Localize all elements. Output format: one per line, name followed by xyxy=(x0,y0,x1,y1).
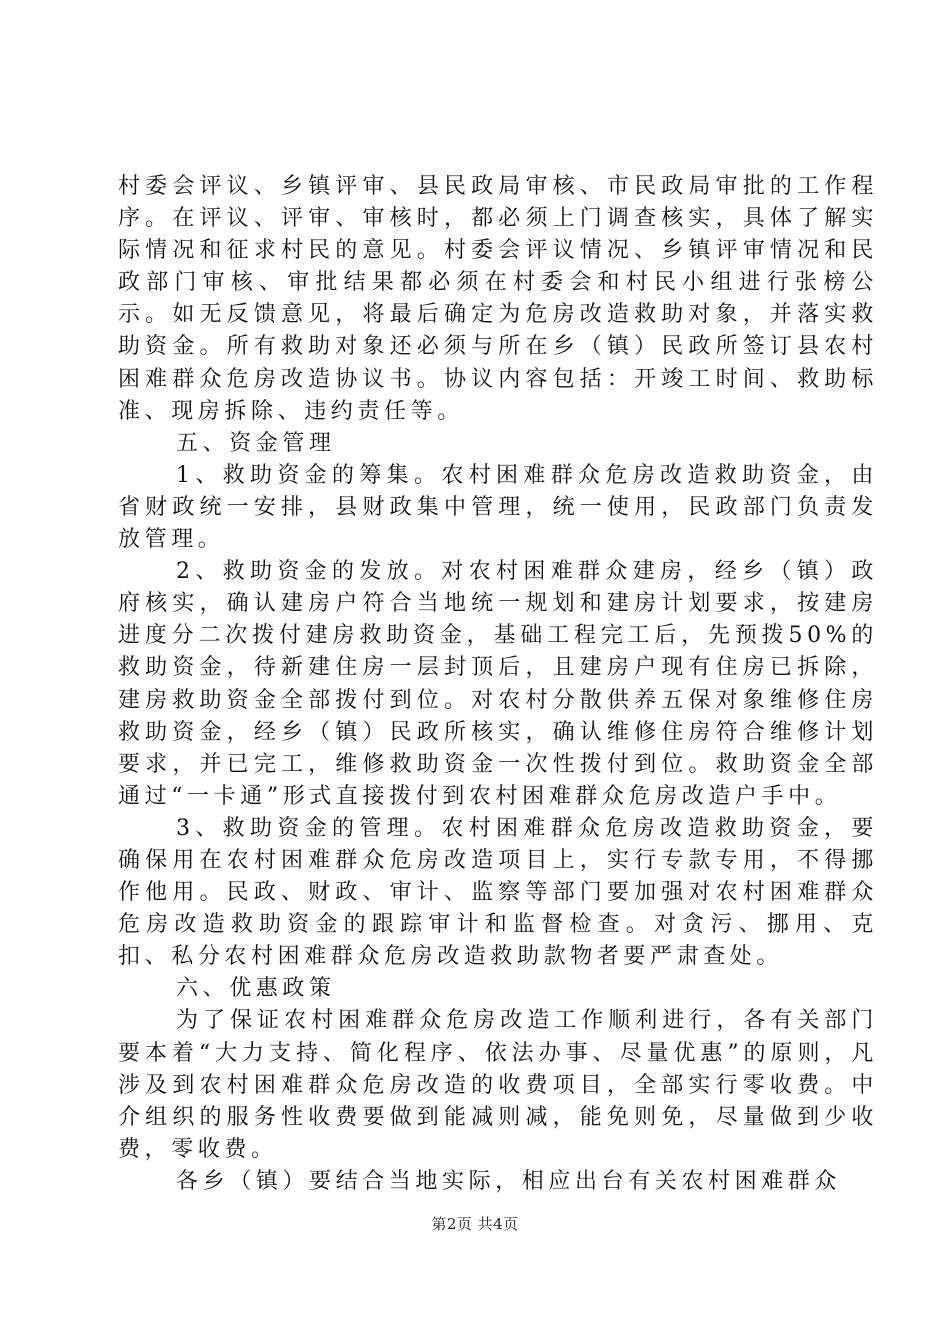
section-heading-fund-management: 五、资金管理 xyxy=(176,430,336,456)
paragraph-fund-distribution: 2、救助资金的发放。对农村困难群众建房，经乡（镇）政府核实，确认建房户符合当地统一规划和建房计划要求，按建房进度分二次拨付建房救助资金，基础工程完工后，先预拨50%的救助资金，待新建住房一层封顶后，且建房户现有住房已拆除，建房救助资金全部拨付到位。对农村分散供养五保对象维修住房救助资金，经乡（镇）民政所核实，确认维修住房符合维修计划要求，并已完工，维修救助资金一次性拨付到位。救助资金全部通过“一卡通”形式直接拨付到农村困难群众危房改造户手中。 xyxy=(118,559,878,809)
section-heading-preferential-policy: 六、优惠政策 xyxy=(176,976,336,1002)
paragraph-approval-procedure: 村委会评议、乡镇评审、县民政局审核、市民政局审批的工作程序。在评议、评审、审核时，都必须上门调查核实，具体了解实际情况和征求村民的意见。村委会评议情况、乡镇评审情况和民政部门审核、审批结果都必须在村委会和村民小组进行张榜公示。如无反馈意见，将最后确定为危房改造救助对象，并落实救助资金。所有救助对象还必须与所在乡（镇）民政所签订县农村困难群众危房改造协议书。协议内容包括：开竣工时间、救助标准、现房拆除、违约责任等。 xyxy=(118,174,878,424)
page-number-footer: 第2页 共4页 xyxy=(431,1215,519,1233)
document-body xyxy=(118,171,878,1198)
paragraph-fund-supervision: 3、救助资金的管理。农村困难群众危房改造救助资金，要确保用在农村困难群众危房改造项目上，实行专款专用，不得挪作他用。民政、财政、审计、监察等部门要加强对农村困难群众危房改造救助资金的跟踪审计和监督检查。对贪污、挪用、克扣、私分农村困难群众危房改造救助款物者要严肃查处。 xyxy=(118,815,878,970)
paragraph-fund-raising: 1、救助资金的筹集。农村困难群众危房改造救助资金，由省财政统一安排，县财政集中管理，统一使用，民政部门负责发放管理。 xyxy=(118,462,878,553)
paragraph-township-measures: 各乡（镇）要结合当地实际，相应出台有关农村困难群众 xyxy=(176,1168,842,1194)
paragraph-fee-waiver: 为了保证农村困难群众危房改造工作顺利进行，各有关部门要本着“大力支持、简化程序、依法办事、尽量优惠”的原则，凡涉及到农村困难群众危房改造的收费项目，全部实行零收费。中介组织的服务性收费要做到能减则减，能免则免，尽量做到少收费，零收费。 xyxy=(118,1008,878,1162)
